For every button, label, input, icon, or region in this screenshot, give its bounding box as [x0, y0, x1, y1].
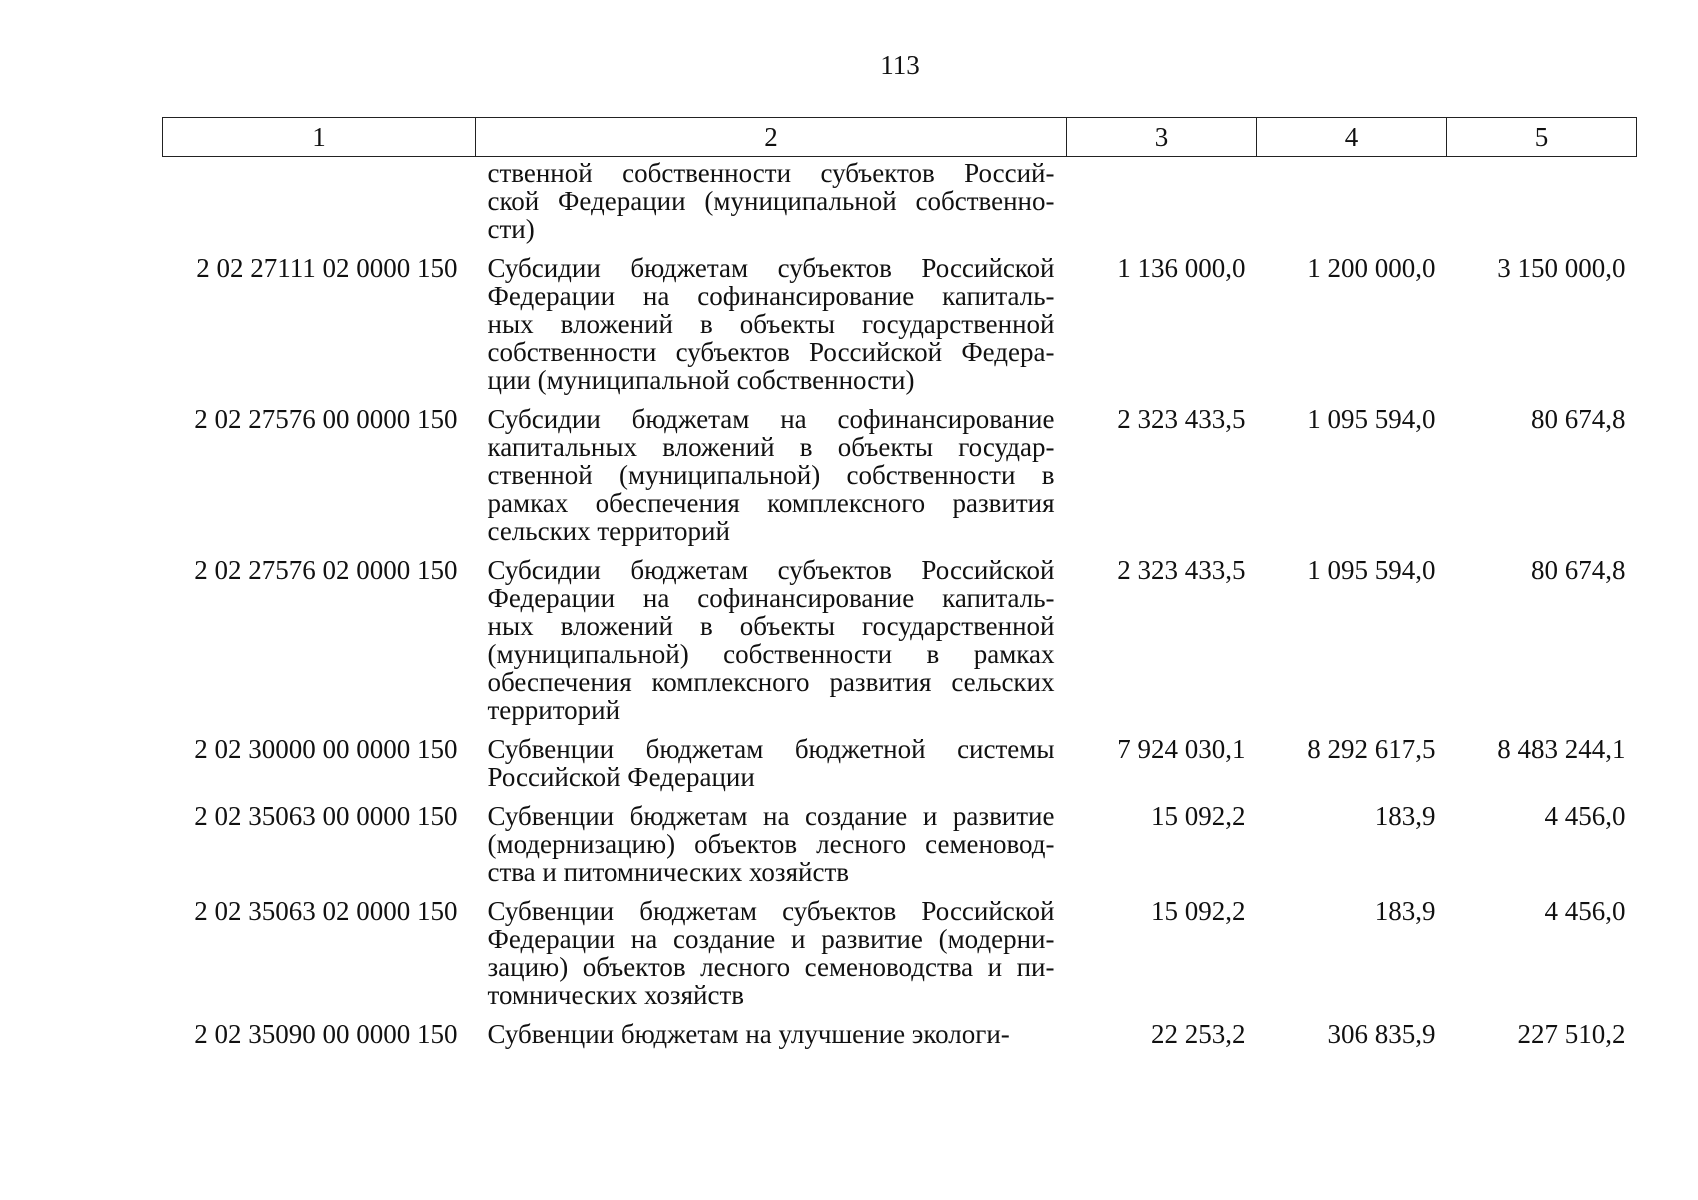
description-line: зацию) объектов лесного семеноводства и пи- [487, 952, 1055, 982]
value-cell-col5: 227 510,2 [1517, 1019, 1626, 1049]
page-number: 113 [880, 50, 920, 80]
description-line: Субвенции бюджетам субъектов Российской [487, 896, 1055, 926]
value-cell-col3: 1 136 000,0 [1117, 253, 1246, 283]
description-line: рамках обеспечения комплексного развития [487, 488, 1055, 518]
description-line: ственной собственности субъектов Россий- [487, 158, 1055, 188]
description-cell [476, 254, 1067, 405]
value-cell-col4: 183,9 [1374, 801, 1436, 831]
description-line: сти) [487, 214, 535, 244]
budget-code-cell: 2 02 27576 00 0000 150 [194, 404, 458, 434]
description-line: (муниципальной) собственности в рамках [487, 639, 1055, 669]
value-cell-col5: 8 483 244,1 [1497, 734, 1626, 764]
table-row [163, 405, 1637, 556]
value-cell-col4: 1 095 594,0 [1307, 555, 1436, 585]
column-header-5: 5 [1447, 118, 1637, 157]
budget-code-cell: 2 02 35090 00 0000 150 [194, 1019, 458, 1049]
description-line: Федерации на софинансирование капиталь- [487, 583, 1055, 613]
column-header-4: 4 [1257, 118, 1447, 157]
description-line: ции (муниципальной собственности) [487, 365, 915, 395]
description-line: Субсидии бюджетам на софинансирование [487, 404, 1055, 434]
budget-code-cell: 2 02 27576 02 0000 150 [194, 555, 458, 585]
description-cell [476, 897, 1067, 1020]
value-cell-col5 [1447, 157, 1637, 255]
description-line: сельских территорий [487, 516, 730, 546]
value-cell-col4: 306 835,9 [1327, 1019, 1436, 1049]
budget-code-cell: 2 02 35063 02 0000 150 [194, 896, 458, 926]
description-line: ской Федерации (муниципальной собственно- [487, 186, 1055, 216]
value-cell-col4: 1 095 594,0 [1307, 404, 1436, 434]
description-line: Субсидии бюджетам субъектов Российской [487, 555, 1055, 585]
table-header-row [163, 118, 1637, 157]
value-cell-col3: 15 092,2 [1151, 801, 1246, 831]
value-cell-col3: 2 323 433,5 [1117, 404, 1246, 434]
description-line: томнических хозяйств [487, 980, 744, 1010]
description-line: ных вложений в объекты государственной [487, 611, 1055, 641]
table-row [163, 897, 1637, 1020]
budget-code-cell [163, 157, 476, 255]
description-line: Субсидии бюджетам субъектов Российской [487, 253, 1055, 283]
description-line: Федерации на создание и развитие (модерни- [487, 924, 1055, 954]
description-line: Субвенции бюджетам на создание и развитие [487, 801, 1055, 831]
value-cell-col4: 1 200 000,0 [1307, 253, 1436, 283]
description-line: территорий [487, 695, 621, 725]
column-header-3: 3 [1067, 118, 1257, 157]
description-line: ных вложений в объекты государственной [487, 309, 1055, 339]
budget-code-cell: 2 02 27111 02 0000 150 [196, 253, 458, 283]
table-row [163, 157, 1637, 255]
value-cell-col4: 183,9 [1374, 896, 1436, 926]
value-cell-col4: 8 292 617,5 [1307, 734, 1436, 764]
column-header-1: 1 [163, 118, 476, 157]
table-row [163, 1020, 1637, 1059]
description-line: ственной (муниципальной) собственности в [487, 460, 1055, 490]
description-line: (модернизацию) объектов лесного семеновод- [487, 829, 1055, 859]
value-cell-col3: 15 092,2 [1151, 896, 1246, 926]
description-line: обеспечения комплексного развития сельских [487, 667, 1055, 697]
description-cell [476, 1020, 1067, 1059]
value-cell-col3: 22 253,2 [1151, 1019, 1246, 1049]
budget-code-cell: 2 02 35063 00 0000 150 [194, 801, 458, 831]
description-line: капитальных вложений в объекты государ- [487, 432, 1055, 462]
table-body [163, 157, 1637, 1060]
value-cell-col5: 4 456,0 [1544, 801, 1626, 831]
value-cell-col3: 2 323 433,5 [1117, 555, 1246, 585]
description-cell [476, 735, 1067, 802]
value-cell-col5: 80 674,8 [1531, 555, 1626, 585]
table-row [163, 556, 1637, 735]
budget-code-cell: 2 02 30000 00 0000 150 [194, 734, 458, 764]
description-line: Федерации на софинансирование капиталь- [487, 281, 1055, 311]
description-line: ства и питомнических хозяйств [487, 857, 849, 887]
description-cell [476, 556, 1067, 735]
budget-table [162, 117, 1637, 1059]
description-line: собственности субъектов Российской Федера- [487, 337, 1055, 367]
value-cell-col3: 7 924 030,1 [1117, 734, 1246, 764]
value-cell-col5: 3 150 000,0 [1497, 253, 1626, 283]
table-row [163, 735, 1637, 802]
description-line: Субвенции бюджетам на улучшение экологи- [487, 1019, 1010, 1049]
value-cell-col4 [1257, 157, 1447, 255]
column-header-2: 2 [476, 118, 1067, 157]
table-row [163, 802, 1637, 897]
description-cell [476, 157, 1067, 255]
value-cell-col3 [1067, 157, 1257, 255]
table-row [163, 254, 1637, 405]
description-cell [476, 405, 1067, 556]
description-cell [476, 802, 1067, 897]
description-line: Российской Федерации [487, 762, 755, 792]
value-cell-col5: 80 674,8 [1531, 404, 1626, 434]
value-cell-col5: 4 456,0 [1544, 896, 1626, 926]
description-line: Субвенции бюджетам бюджетной системы [487, 734, 1055, 764]
